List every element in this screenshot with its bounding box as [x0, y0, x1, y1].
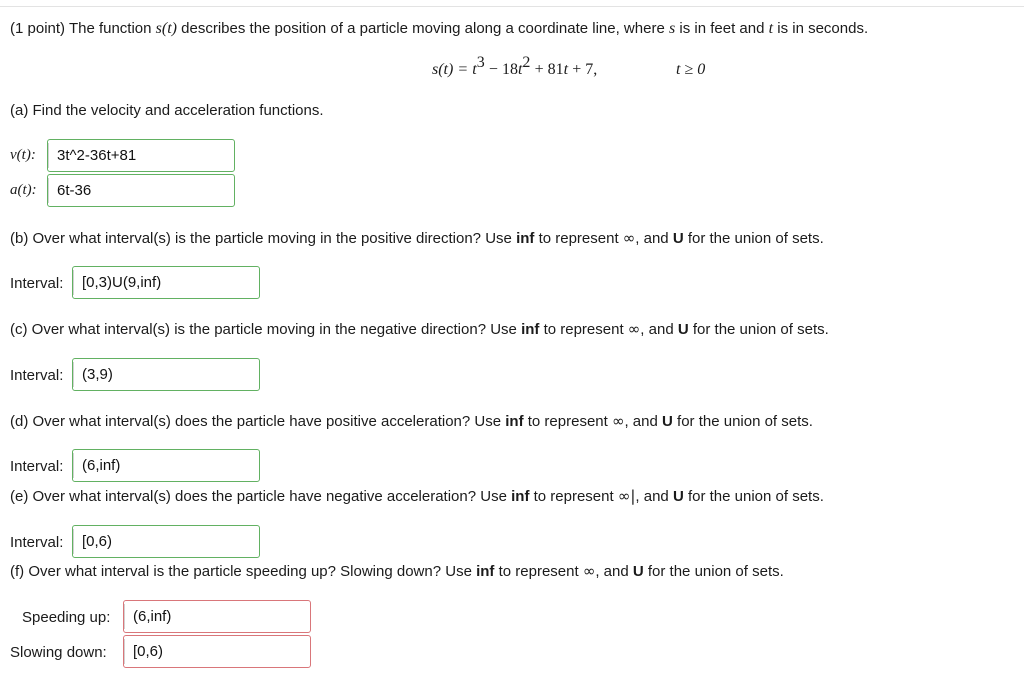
field-divider [73, 362, 74, 387]
instruction-text: for the union of sets. [677, 413, 813, 430]
velocity-input[interactable]: 3t^2-36t+81 [57, 147, 137, 164]
interval-label: Interval: [10, 367, 64, 384]
equation-term: − 18 [488, 61, 518, 78]
velocity-label: v(t): [10, 147, 36, 163]
velocity-answer-box[interactable] [47, 139, 235, 172]
part-f-question [10, 562, 784, 580]
field-divider [73, 270, 74, 295]
inf-keyword: inf [476, 563, 495, 580]
field-divider [48, 178, 49, 203]
question-text: (e) Over what interval(s) does the particle have negative acceleration? [10, 488, 477, 505]
part-e-answer-box[interactable] [72, 525, 260, 558]
equation-term: t [563, 61, 569, 78]
instruction-text: , and [595, 563, 629, 580]
instruction-text: , and [640, 321, 674, 338]
inf-keyword: inf [511, 488, 530, 505]
field-divider [48, 143, 49, 168]
equation-term: + 81 [534, 61, 564, 78]
inf-keyword: inf [516, 230, 535, 247]
points-label: (1 point) [10, 20, 66, 37]
field-divider [73, 453, 74, 478]
instruction-text: Use [485, 230, 512, 247]
function-name: s(t) [155, 20, 177, 37]
field-divider [124, 604, 125, 629]
question-text: (f) Over what interval is the particle speeding up? Slowing down? [10, 563, 442, 580]
part-d-input[interactable]: (6,inf) [82, 457, 121, 474]
exponent: 3 [476, 54, 485, 71]
part-b-question [10, 229, 824, 247]
problem-statement [10, 20, 868, 38]
part-e-input[interactable]: [0,6) [82, 533, 113, 550]
instruction-text: , and [635, 488, 669, 505]
instruction-text: Use [490, 321, 517, 338]
union-keyword: U [672, 230, 684, 247]
infinity-symbol: ∞ [627, 320, 641, 338]
slowing-down-input[interactable]: [0,6) [133, 643, 164, 660]
part-a-question: (a) Find the velocity and acceleration functions. [10, 102, 324, 119]
instruction-text: for the union of sets. [692, 321, 829, 338]
union-keyword: U [677, 321, 689, 338]
infinity-symbol: ∞ [611, 412, 625, 430]
instruction-text: , and [635, 230, 669, 247]
exponent: 2 [522, 54, 531, 71]
interval-label: Interval: [10, 275, 64, 292]
domain-condition: t ≥ 0 [676, 61, 706, 78]
union-keyword: U [672, 488, 684, 505]
part-e-question [10, 487, 824, 505]
infinity-symbol: ∞ [582, 562, 596, 580]
instruction-text: Use [474, 413, 502, 430]
field-divider [124, 639, 125, 664]
inf-keyword: inf [505, 413, 524, 430]
equation-lhs: s(t) = [432, 61, 469, 78]
part-d-answer-box[interactable] [72, 449, 260, 482]
instruction-text: for the union of sets. [687, 488, 824, 505]
speeding-up-label: Speeding up: [22, 609, 111, 626]
union-keyword: U [662, 413, 673, 430]
intro-text: is in seconds. [777, 20, 869, 37]
slowing-down-label: Slowing down: [10, 644, 107, 661]
part-b-input[interactable]: [0,3)U(9,inf) [82, 274, 162, 291]
equation-term: + 7, [572, 61, 598, 78]
instruction-text: for the union of sets. [647, 563, 784, 580]
instruction-text: for the union of sets. [687, 230, 824, 247]
position-equation [432, 54, 598, 79]
acceleration-label: a(t): [10, 182, 37, 198]
instruction-text: to represent [533, 488, 614, 505]
acceleration-input[interactable]: 6t-36 [57, 182, 92, 199]
top-divider [0, 6, 1024, 7]
infinity-symbol: ∞ [622, 229, 636, 247]
instruction-text: to represent [527, 413, 608, 430]
inf-keyword: inf [521, 321, 540, 338]
question-text: (b) Over what interval(s) is the particle moving in the positive direction? [10, 230, 482, 247]
interval-label: Interval: [10, 458, 64, 475]
union-keyword: U [632, 563, 644, 580]
part-b-answer-box[interactable] [72, 266, 260, 299]
intro-text: describes the position of a particle moving along a coordinate line, where [181, 20, 665, 37]
instruction-text: to represent [543, 321, 624, 338]
equation-term: t [517, 61, 523, 78]
question-text: (d) Over what interval(s) does the particle have positive acceleration? [10, 413, 471, 430]
instruction-text: Use [445, 563, 472, 580]
part-c-input[interactable]: (3,9) [82, 366, 113, 383]
variable-s: s [668, 20, 676, 37]
infinity-symbol: ∞| [617, 487, 636, 505]
instruction-text: Use [480, 488, 507, 505]
question-text: (c) Over what interval(s) is the particle moving in the negative direction? [10, 321, 487, 338]
interval-label: Interval: [10, 534, 64, 551]
intro-text: is in feet and [679, 20, 765, 37]
equation-term: t [472, 61, 477, 78]
speeding-up-input[interactable]: (6,inf) [133, 608, 172, 625]
intro-text: The function [68, 20, 152, 37]
instruction-text: , and [624, 413, 658, 430]
instruction-text: to represent [498, 563, 579, 580]
speeding-up-answer-box[interactable] [123, 600, 311, 633]
part-c-answer-box[interactable] [72, 358, 260, 391]
slowing-down-answer-box[interactable] [123, 635, 311, 668]
instruction-text: to represent [538, 230, 619, 247]
part-d-question [10, 412, 813, 430]
variable-t: t [768, 20, 774, 37]
acceleration-answer-box[interactable] [47, 174, 235, 207]
part-c-question [10, 320, 829, 338]
field-divider [73, 529, 74, 554]
